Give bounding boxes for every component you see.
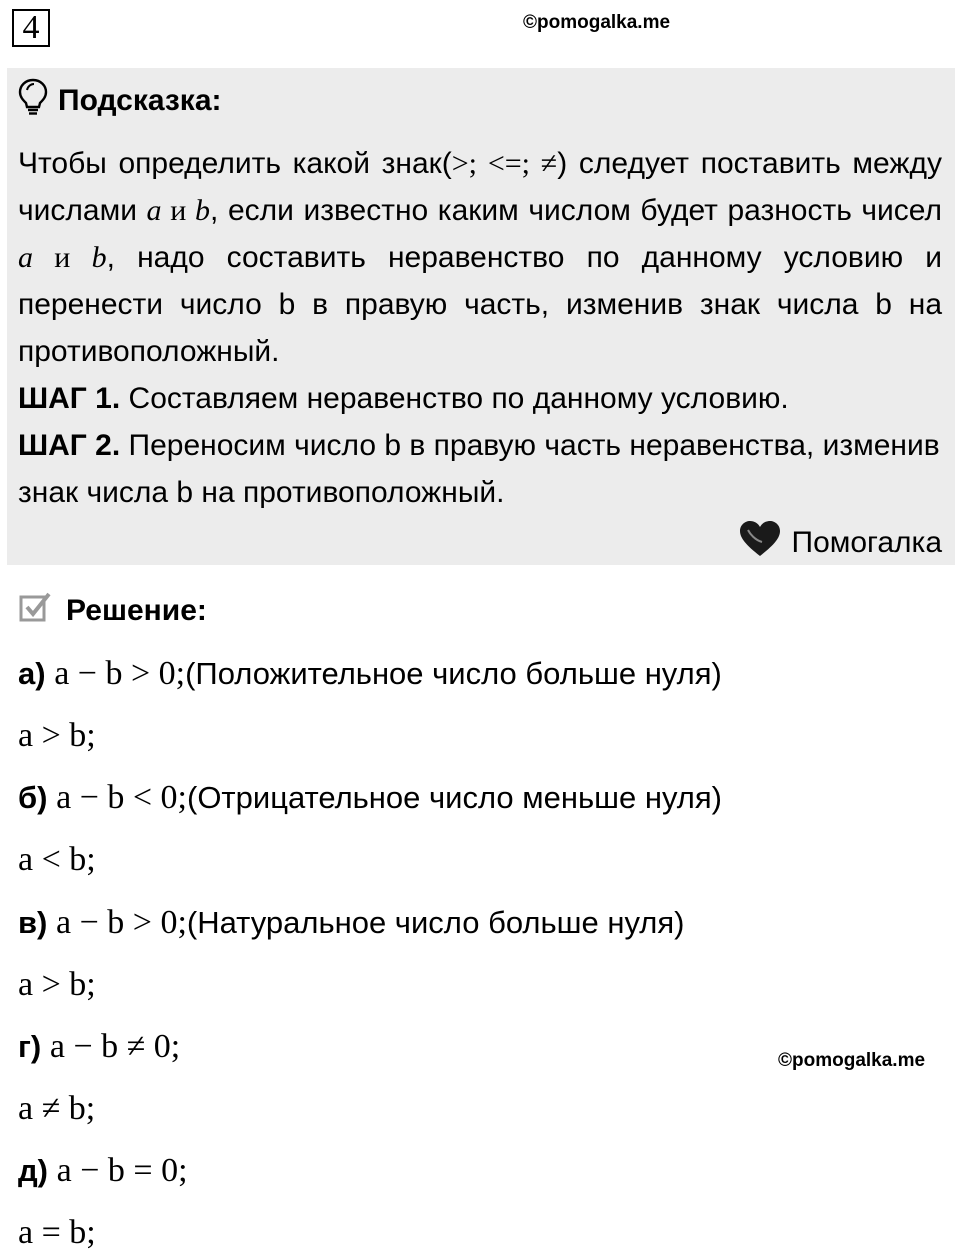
solution-item-a: [18, 655, 722, 693]
item-label: г): [18, 1029, 42, 1064]
watermark-top: ©pomogalka.me: [523, 12, 671, 33]
item-expression: a − b = 0;: [56, 1152, 188, 1189]
item-result: a > b;: [18, 717, 96, 754]
heart-icon: [738, 520, 782, 566]
solution-item-e: [18, 1152, 188, 1190]
item-result: a ≠ b;: [18, 1090, 96, 1127]
hint-step-1: [18, 375, 942, 422]
item-result: a < b;: [18, 841, 96, 878]
hint-step-2: [18, 422, 942, 516]
step-2-text: Переносим число b в правую часть неравенства, изменив знак числа b на противоположный.: [18, 429, 940, 509]
solution-result-b: [18, 841, 96, 879]
hint-text: [18, 140, 942, 516]
step-1-text: Составляем неравенство по данному условию.: [120, 382, 789, 415]
solution-item-b: [18, 779, 722, 817]
item-note: (Отрицательное число меньше нуля): [187, 780, 722, 815]
hint-text-part: , надо составить неравенство по данному условию и перенести число b в правую часть, изменив знак числа b на противоположный.: [18, 241, 942, 368]
step-2-label: ШАГ 2.: [18, 429, 121, 462]
hint-text-part: Чтобы определить какой знак(: [18, 147, 452, 180]
hint-header: [18, 78, 222, 124]
hint-text-part: ) следует поставить между числами: [18, 147, 942, 227]
item-expression: a − b > 0;: [56, 904, 187, 941]
var-b: b: [91, 241, 107, 274]
item-expression: a − b ≠ 0;: [49, 1028, 181, 1065]
brand-signature: [738, 520, 943, 566]
item-label: в): [18, 905, 48, 940]
hint-title: Подсказка:: [58, 84, 222, 117]
hint-paragraph: [18, 140, 942, 375]
solution-result-a: [18, 717, 96, 755]
item-expression: a − b < 0;: [56, 779, 187, 816]
item-result: a > b;: [18, 966, 96, 1003]
watermark-bottom: ©pomogalka.me: [778, 1050, 926, 1071]
word-and: и: [161, 194, 196, 227]
item-result: a = b;: [18, 1214, 96, 1251]
brand-name: Помогалка: [791, 526, 942, 559]
item-note: (Положительное число больше нуля): [185, 656, 722, 691]
solution-item-c: [18, 904, 684, 942]
hint-signs: >; <=; ≠: [451, 147, 558, 180]
solution-result-c: [18, 966, 96, 1004]
var-b: b: [195, 194, 211, 227]
solution-header: [18, 590, 207, 632]
solution-title: Решение:: [66, 594, 207, 627]
word-and: и: [33, 241, 92, 274]
task-number: 4: [12, 9, 50, 47]
item-label: б): [18, 780, 48, 815]
hint-text-part: , если известно каким числом будет разность чисел: [210, 194, 943, 227]
item-expression: a − b > 0;: [54, 655, 186, 692]
var-a: a: [18, 241, 33, 274]
step-1-label: ШАГ 1.: [18, 382, 121, 415]
lightbulb-icon: [18, 78, 48, 124]
solution-item-d: [18, 1028, 180, 1066]
item-label: д): [18, 1153, 49, 1188]
var-a: a: [146, 194, 162, 227]
solution-result-e: [18, 1214, 96, 1252]
solution-result-d: [18, 1090, 95, 1128]
item-note: (Натуральное число больше нуля): [186, 905, 685, 940]
checkbox-icon: [18, 590, 52, 632]
item-label: а): [18, 656, 46, 691]
